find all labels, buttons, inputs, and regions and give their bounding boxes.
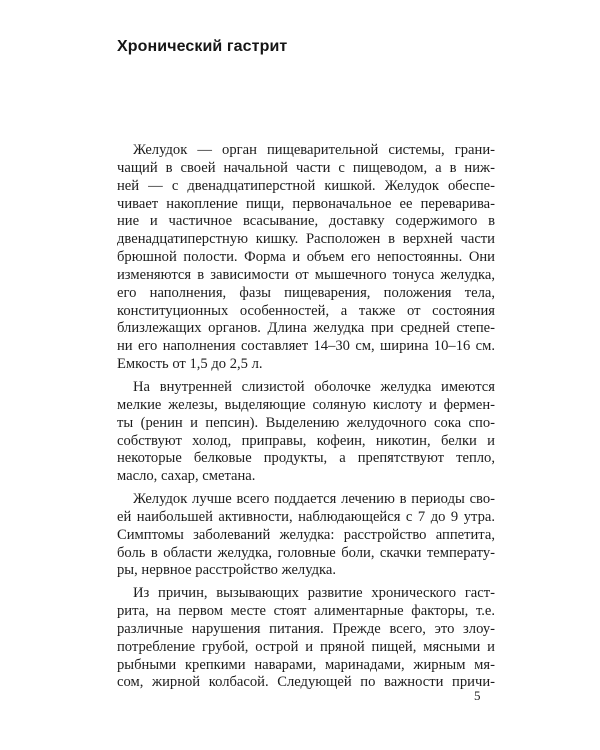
text-line: ры, нервное расстройство желудка. — [117, 562, 337, 579]
paragraph — [117, 491, 495, 580]
chapter-heading: Хронический гастрит — [117, 38, 288, 55]
text-line: чивает накопление пищи, первоначальное ее переварива- — [117, 195, 495, 212]
text-line: некоторые белковые продукты, а препятствуют тепло, — [117, 450, 495, 467]
text-line: Желудок лучше всего поддается лечению в периоды сво- — [133, 491, 495, 508]
paragraph — [117, 585, 495, 692]
text-line: чащий в своей начальной части с пищеводом, а в ниж- — [117, 159, 495, 176]
text-line: различные нарушения питания. Прежде всего, это злоу- — [117, 620, 495, 637]
text-line: потребление грубой, острой и пряной пищей, мясными и — [117, 638, 495, 655]
text-line: сом, жирной колбасой. Следующей по важности причи- — [117, 674, 495, 691]
text-line: масло, сахар, сметана. — [117, 468, 256, 485]
text-line: На внутренней слизистой оболочке желудка имеются — [133, 378, 495, 395]
paragraph — [117, 142, 495, 374]
text-line: Желудок — орган пищеварительной системы, грани- — [133, 142, 495, 158]
text-line: мелкие железы, выделяющие соляную кислоту и фермен- — [117, 396, 495, 413]
page-number: 5 — [474, 688, 481, 703]
text-line: собствуют холод, приправы, кофеин, никотин, белки и — [117, 432, 495, 449]
text-line: ни его наполнения составляет 14–30 см, ширина 10–16 см. — [117, 338, 495, 355]
paragraph — [117, 379, 495, 486]
text-line: его наполнения, фазы пищеварения, положения тела, — [117, 284, 495, 301]
text-line: ней — с двенадцатиперстной кишкой. Желудок обеспе- — [117, 177, 495, 194]
body-text — [117, 142, 495, 697]
text-line: двенадцатиперстную кишку. Расположен в верхней части — [117, 231, 495, 248]
text-line: рыбными крепкими наварами, маринадами, жирным мя- — [117, 656, 495, 673]
text-line: Симптомы заболеваний желудка: расстройство аппетита, — [117, 526, 495, 543]
text-line: Из причин, вызывающих развитие хронического гаст- — [133, 585, 495, 602]
text-line: Емкость от 1,5 до 2,5 л. — [117, 356, 263, 373]
text-line: ты (ренин и пепсин). Выделению желудочного сока спо- — [117, 414, 495, 431]
text-line: изменяются в зависимости от мышечного тонуса желудка, — [117, 266, 495, 283]
text-line: боль в области желудка, головные боли, скачки температу- — [117, 544, 495, 561]
text-line: рита, на первом месте стоят алиментарные факторы, т.е. — [117, 603, 495, 620]
text-line: ей наибольшей активности, наблюдающейся с 7 до 9 утра. — [117, 508, 495, 525]
text-line: брюшной полости. Форма и объем его непостоянны. Они — [117, 249, 495, 266]
text-line: близлежащих органов. Длина желудка при средней степе- — [117, 320, 495, 337]
text-line: конституционных особенностей, а также от состояния — [117, 302, 495, 319]
text-line: ние и частичное всасывание, доставку содержимого в — [117, 213, 495, 230]
